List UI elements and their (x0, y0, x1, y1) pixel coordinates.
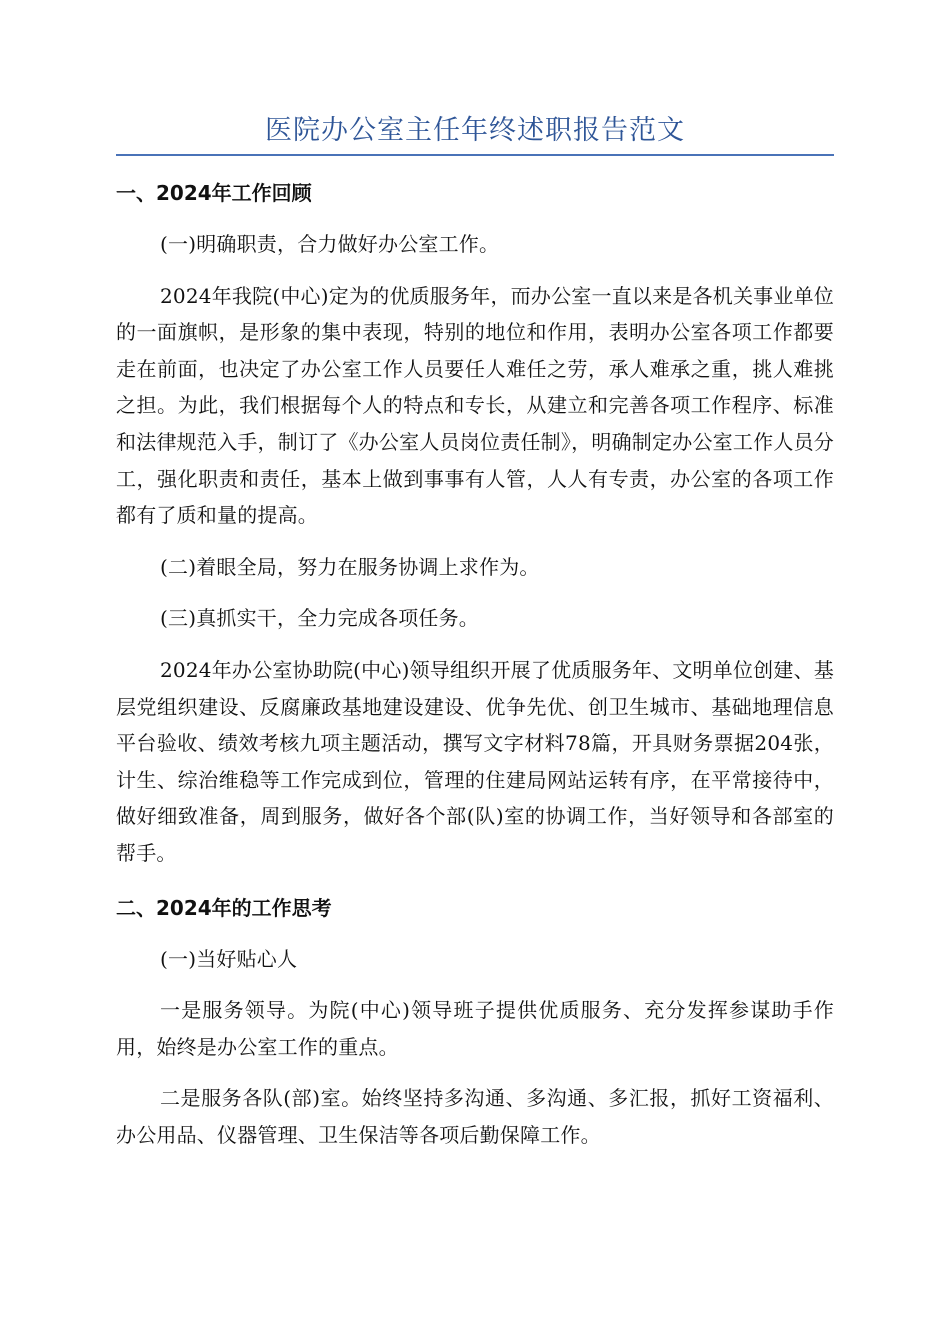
document-title: 医院办公室主任年终述职报告范文 (265, 115, 685, 146)
subheading-paragraph: (一)明确职责，合力做好办公室工作。 (160, 232, 500, 256)
subheading-paragraph: (一)当好贴心人 (160, 946, 298, 971)
section-heading: 一、2024年工作回顾 (116, 181, 312, 205)
body-paragraph: 2024年办公室协助院(中心)领导组织开展了优质服务年、文明单位创建、基层党组织建设、反腐廉政基地建设建设、优争先优、创卫生城市、基础地理信息平台验收、绩效考核九项主题活动，撰写文字材料78篇，开具财务票据204张，计生、综治维稳等工作完成到位，管理的住建局网站运转有序，在平常接待中，做好细致准备，周到服务，做好各个部(队)室的协调工作，当好领导和各部室的帮手。 (116, 657, 834, 865)
section-heading: 二、2024年的工作思考 (116, 895, 332, 920)
section-work-thinking (116, 887, 834, 1154)
section-work-review (116, 172, 834, 872)
document-body (116, 172, 834, 1168)
subheading-paragraph: (二)着眼全局，努力在服务协调上求作为。 (160, 554, 540, 579)
body-paragraph: 2024年我院(中心)定为的优质服务年，而办公室一直以来是各机关事业单位的一面旗帜，是形象的集中表现，特别的地位和作用，表明办公室各项工作都要走在前面，也决定了办公室工作人员要任人难任之劳，承人难承之重，挑人难挑之担。为此，我们根据每个人的特点和专长，从建立和完善各项工作程序、标准和法律规范入手，制订了《办公室人员岗位责任制》，明确制定办公室工作人员分工，强化职责和责任，基本上做到事事有人管，人人有专责，办公室的各项工作都有了质和量的提高。 (116, 283, 834, 528)
title-underline (116, 154, 834, 156)
body-paragraph: 一是服务领导。为院(中心)领导班子提供优质服务、充分发挥参谋助手作用，始终是办公室工作的重点。 (116, 998, 834, 1059)
body-paragraph: 二是服务各队(部)室。始终坚持多沟通、多沟通、多汇报，抓好工资福利、办公用品、仪器管理、卫生保洁等各项后勤保障工作。 (116, 1086, 834, 1147)
subheading-paragraph: (三)真抓实干，全力完成各项任务。 (160, 606, 480, 631)
